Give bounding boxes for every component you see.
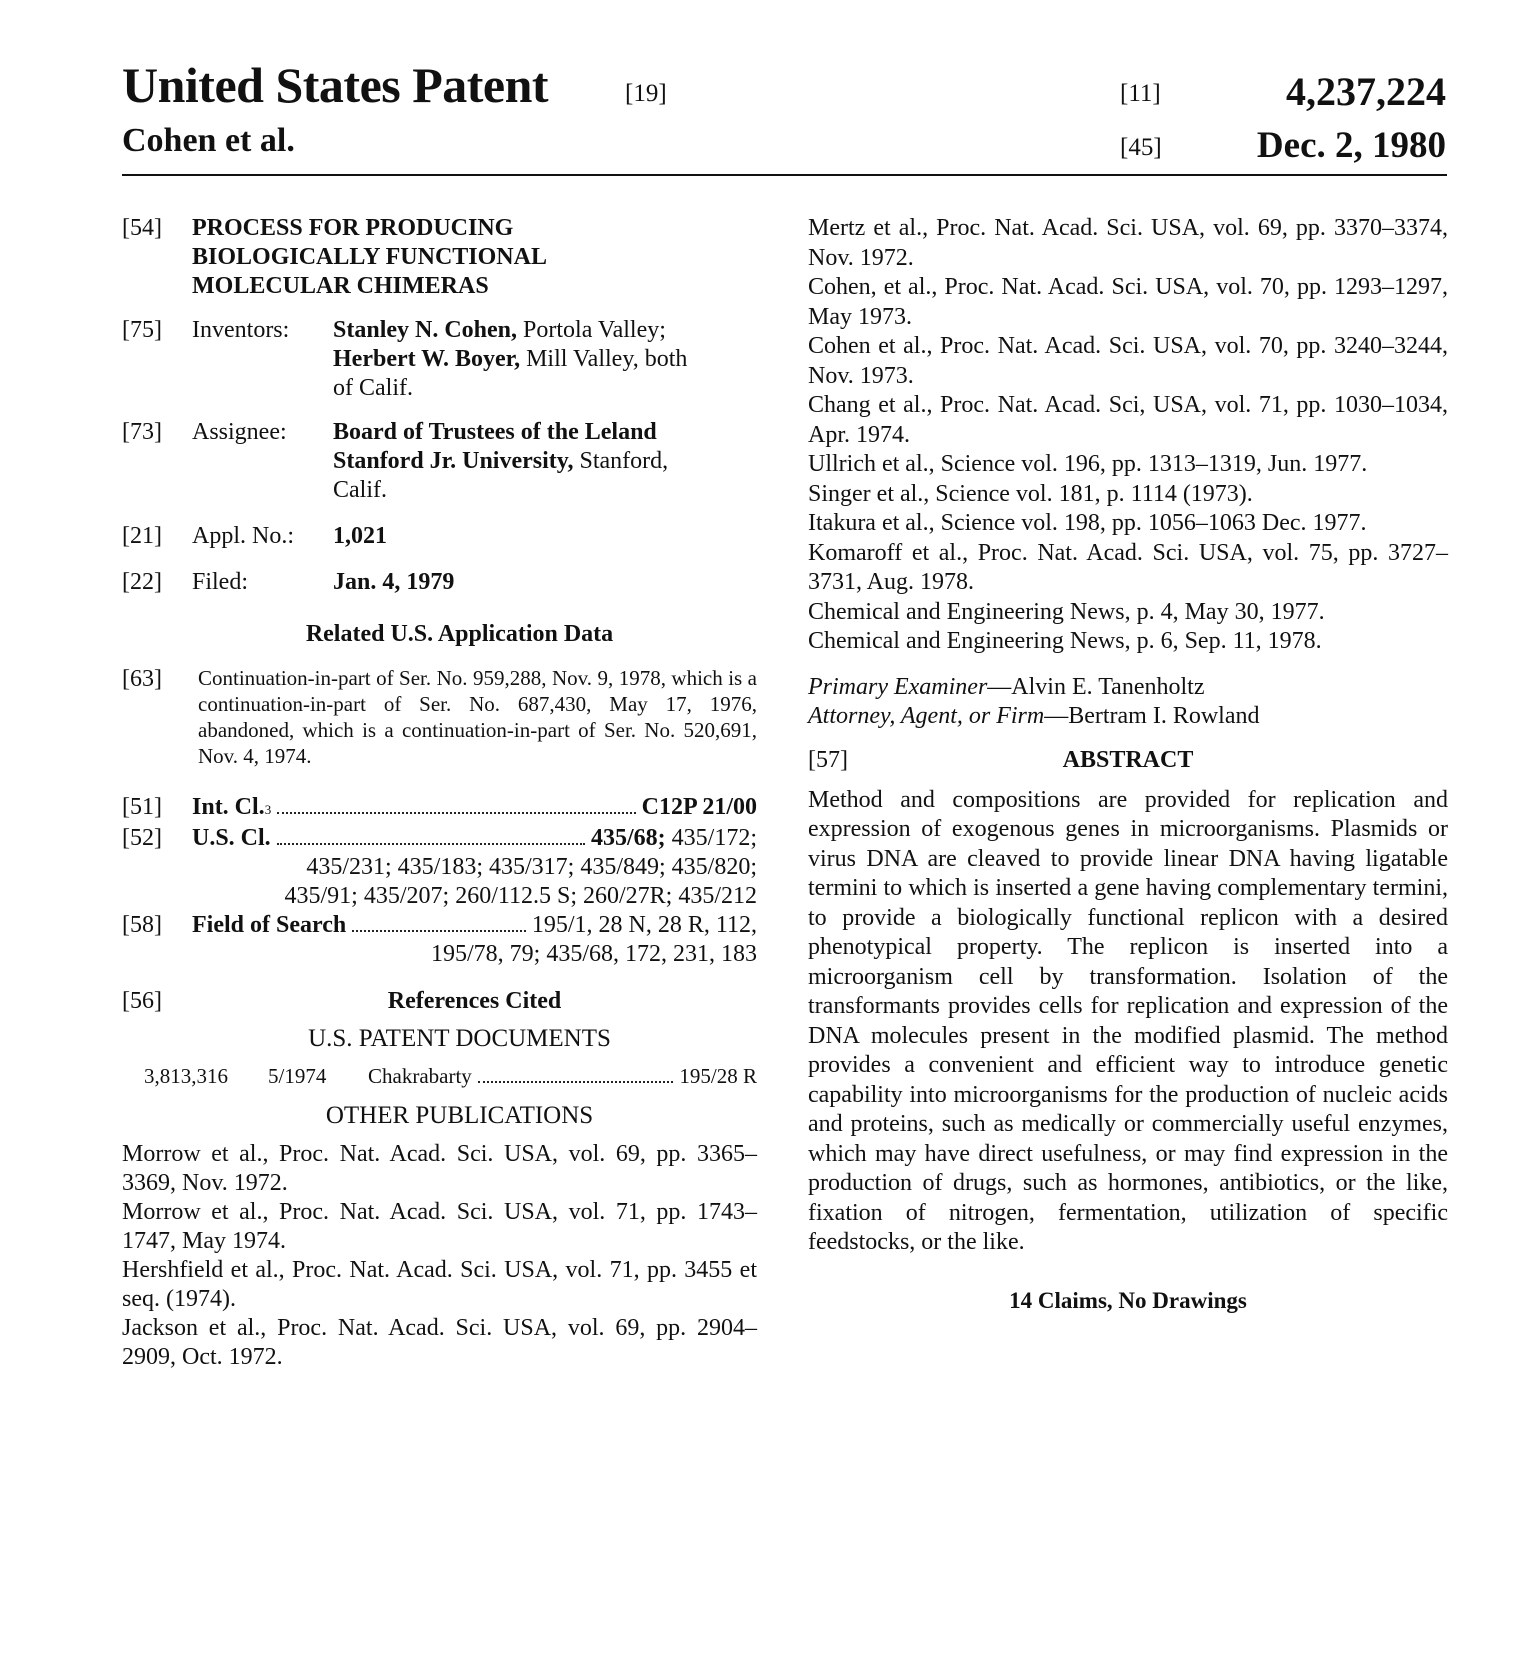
field-assignee: [122, 418, 757, 506]
us-patent-name: Chakrabarty: [368, 1064, 472, 1088]
us-cl-line: 435/91; 435/207; 260/112.5 S; 260/27R; 435/212: [284, 883, 757, 909]
header-code-19: [19]: [625, 80, 667, 107]
invention-title-line: PROCESS FOR PRODUCING: [192, 215, 514, 241]
field-inventors-value: [333, 316, 757, 403]
publication-entry: Singer et al., Science vol. 181, p. 1114 (1973).: [808, 480, 1253, 507]
invention-title-line: BIOLOGICALLY FUNCTIONAL: [192, 244, 547, 270]
field-inventors: [122, 316, 757, 404]
publication-entry: Morrow et al., Proc. Nat. Acad. Sci. USA, vol. 69, pp. 3365–3369, Nov. 1972.: [122, 1141, 757, 1196]
publication-entry: Komaroff et al., Proc. Nat. Acad. Sci. USA, vol. 75, pp. 3727–3731, Aug. 1978.: [808, 539, 1448, 595]
field-assignee-value: [333, 418, 757, 505]
int-cl-value: C12P 21/00: [641, 794, 757, 820]
field-search-code: [58]: [122, 912, 162, 938]
field-us-cl-code: [52]: [122, 825, 162, 851]
search-line: 195/78, 79; 435/68, 172, 231, 183: [430, 941, 757, 967]
abstract-header: [808, 746, 1448, 778]
field-appl-label: Appl. No.:: [192, 523, 294, 549]
inventor-place: Portola Valley;: [517, 317, 666, 343]
publication-entry: Chemical and Engineering News, p. 6, Sep. 11, 1978.: [808, 628, 1322, 654]
field-inventors-code: [75]: [122, 317, 162, 343]
field-appl-value: 1,021: [333, 523, 387, 549]
field-filed: [122, 568, 757, 598]
left-column: [122, 214, 757, 1372]
publication-entry: Itakura et al., Science vol. 198, pp. 1056–1063 Dec. 1977.: [808, 510, 1367, 536]
attorney-label: Attorney, Agent, or Firm: [808, 703, 1045, 729]
inventor-name: Stanley N. Cohen,: [333, 317, 518, 343]
field-title-code: [54]: [122, 215, 162, 241]
claims-summary: 14 Claims, No Drawings: [1009, 1287, 1247, 1313]
publication-entry: Cohen, et al., Proc. Nat. Acad. Sci. USA, vol. 70, pp. 1293–1297, May 1973.: [808, 274, 1448, 330]
assignee-name: Board of Trustees of the Leland: [333, 419, 657, 445]
inventor-place: Mill Valley, both: [520, 346, 688, 372]
field-int-cl-code: [51]: [122, 794, 162, 820]
abstract-heading: ABSTRACT: [1062, 746, 1194, 773]
related-text: Continuation-in-part of Ser. No. 959,288, Nov. 9, 1978, which is a continuation-in-part of Ser. No. 687,430, May 17, 1976, abandoned, which is a continuation-in-part of Ser. No. 520,691, Nov. 4, 1974.: [198, 666, 757, 768]
field-filed-code: [22]: [122, 569, 162, 595]
assignee-name: Stanford Jr. University,: [333, 448, 574, 474]
us-cl-secondary: 435/172;: [665, 825, 757, 851]
leader-dots: [352, 930, 526, 932]
other-publications-heading: OTHER PUBLICATIONS: [325, 1102, 594, 1129]
publication-entry: Hershfield et al., Proc. Nat. Acad. Sci. USA, vol. 71, pp. 3455 et seq. (1974).: [122, 1257, 757, 1312]
header-code-45: [45]: [1120, 134, 1162, 161]
assignee-place: Stanford,: [573, 448, 669, 474]
primary-examiner: [808, 673, 1448, 703]
search-label: Field of Search: [192, 912, 347, 938]
publication-entry: Mertz et al., Proc. Nat. Acad. Sci. USA, vol. 69, pp. 3370–3374, Nov. 1972.: [808, 215, 1448, 271]
us-patent-row: [122, 1063, 757, 1089]
us-patent-documents-heading: U.S. PATENT DOCUMENTS: [308, 1025, 611, 1052]
us-patent-number: 3,813,316: [144, 1064, 228, 1088]
inventor-place: of Calif.: [333, 375, 413, 401]
references-heading: References Cited: [387, 988, 562, 1014]
field-filed-value: Jan. 4, 1979: [333, 569, 455, 595]
publication-entry: Jackson et al., Proc. Nat. Acad. Sci. USA, vol. 69, pp. 2904–2909, Oct. 1972.: [122, 1315, 757, 1370]
abstract-code: [57]: [808, 746, 848, 773]
assignee-place: Calif.: [333, 477, 387, 503]
field-related-code: [63]: [122, 666, 162, 692]
primary-examiner-label: Primary Examiner: [808, 673, 988, 700]
right-column: [808, 214, 1448, 1315]
patent-header-title: United States Patent: [122, 57, 549, 113]
publication-entry: Ullrich et al., Science vol. 196, pp. 1313–1319, Jun. 1977.: [808, 451, 1368, 477]
field-references: [122, 987, 757, 1016]
publication-entry: Morrow et al., Proc. Nat. Acad. Sci. USA, vol. 71, pp. 1743–1747, May 1974.: [122, 1199, 757, 1254]
publication-entry: Chang et al., Proc. Nat. Acad. Sci, USA, vol. 71, pp. 1030–1034, Apr. 1974.: [808, 392, 1448, 448]
field-us-cl: [122, 824, 757, 911]
publication-entry: Cohen et al., Proc. Nat. Acad. Sci. USA, vol. 70, pp. 3240–3244, Nov. 1973.: [808, 333, 1448, 389]
related-heading: Related U.S. Application Data: [305, 621, 614, 647]
primary-examiner-name: —Alvin E. Tanenholtz: [987, 673, 1205, 700]
publication-entry: Chemical and Engineering News, p. 4, May 30, 1977.: [808, 598, 1325, 625]
header-rule: [122, 174, 1447, 176]
field-inventors-label: Inventors:: [192, 317, 290, 343]
us-cl-line: 435/231; 435/183; 435/317; 435/849; 435/820;: [306, 854, 757, 880]
header-authors: Cohen et al.: [122, 122, 295, 159]
int-cl-label: Int. Cl.: [192, 794, 265, 820]
us-patent-date: 5/1974: [268, 1064, 327, 1088]
header-code-11: [11]: [1120, 80, 1161, 107]
other-publications-left: [122, 1140, 757, 1372]
invention-title-line: MOLECULAR CHIMERAS: [192, 273, 489, 299]
int-cl-edition: 3: [264, 802, 272, 817]
attorney-name: —Bertram I. Rowland: [1044, 703, 1260, 729]
field-references-code: [56]: [122, 988, 162, 1014]
field-assignee-label: Assignee:: [192, 419, 287, 445]
patent-number: 4,237,224: [1286, 69, 1446, 114]
attorney: [808, 702, 1448, 732]
field-related: [122, 665, 757, 769]
abstract-text: Method and compositions are provided for replication and expression of exogenous genes in microorganisms. Plasmids or virus DNA are cleaved to provide linear DNA having ligatable termini to which is inserted a gene having complementary termini, to provide a biologically functional replicon with a desired phenotypical property. The replicon is inserted into a microorganism cell by transformation. Isolation of the transformants provides cells for replication and expression of the DNA molecules present in the modified plasmid. The method provides a convenient and efficient way to introduce genetic capability into microorganisms for the production of nucleic acids and proteins, such as medically or commercially useful enzymes, which may have direct usefulness, or may find expression in the production of drugs, such as hormones, antibiotics, or the like, fixation of nitrogen, fermentation, utilization of specific feedstocks, or the like.: [808, 786, 1448, 1255]
search-value: 195/1, 28 N, 28 R, 112,: [531, 912, 757, 938]
us-cl-label: U.S. Cl.: [192, 825, 271, 851]
leader-dots: [478, 1063, 674, 1083]
inventor-name: Herbert W. Boyer,: [333, 346, 521, 372]
field-title: [122, 214, 757, 302]
us-cl-primary: 435/68;: [590, 825, 666, 851]
field-int-cl: [122, 793, 757, 824]
other-publications-right: [808, 214, 1448, 657]
field-search: [122, 911, 757, 969]
field-filed-label: Filed:: [192, 569, 249, 595]
field-appl-code: [21]: [122, 523, 162, 549]
leader-dots: [277, 812, 635, 814]
field-assignee-code: [73]: [122, 419, 162, 445]
field-appl-no: [122, 522, 757, 552]
us-patent-class: 195/28 R: [679, 1064, 757, 1088]
leader-dots: [277, 843, 585, 845]
patent-date: Dec. 2, 1980: [1256, 125, 1446, 166]
